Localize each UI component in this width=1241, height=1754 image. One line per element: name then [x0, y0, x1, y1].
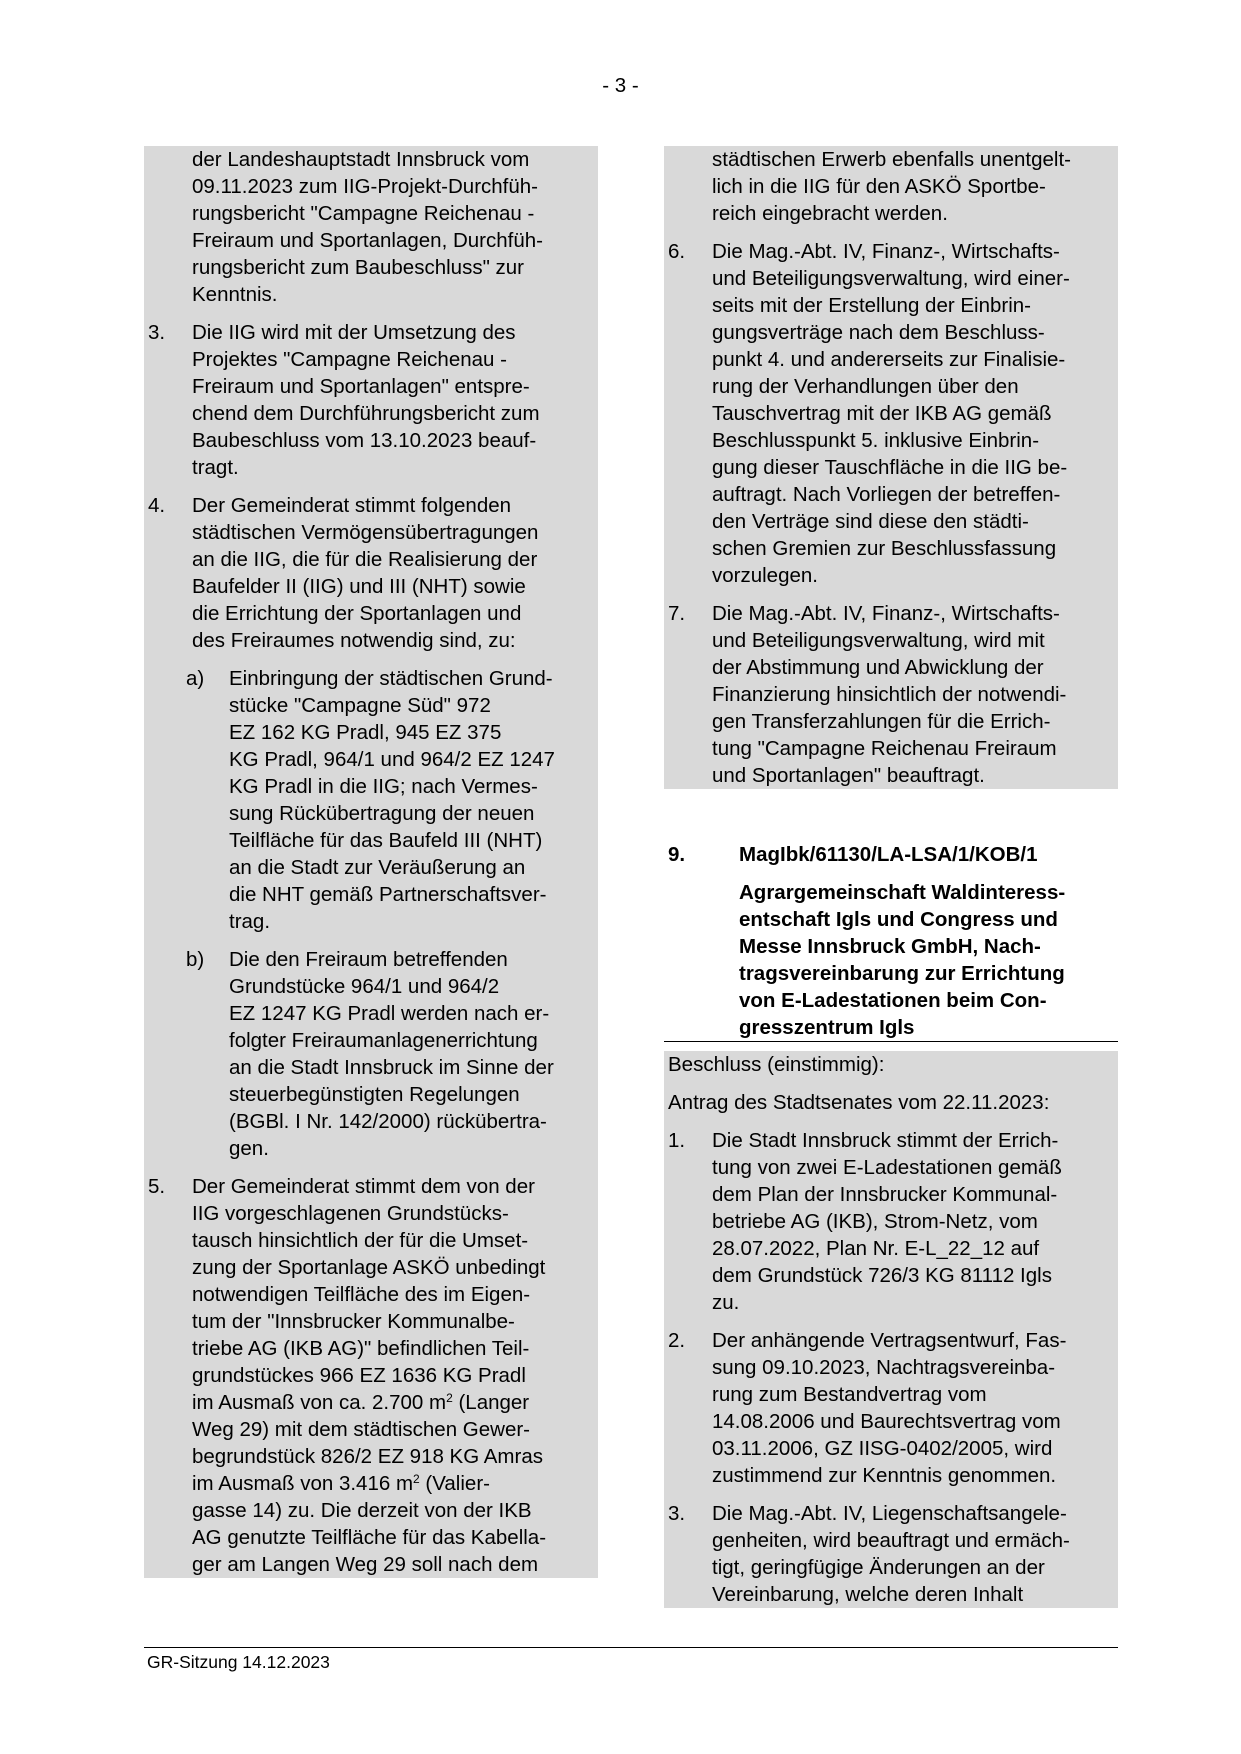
list-item-3 — [144, 319, 598, 481]
text-line: steuerbegünstigten Regelungen — [229, 1083, 520, 1106]
text-line: der Landeshauptstadt Innsbruck vom — [192, 148, 530, 171]
text-line: gungsverträge nach dem Beschluss- — [712, 321, 1045, 344]
text-line: Beschlusspunkt 5. inklusive Einbrin- — [712, 429, 1040, 452]
text-line: dem Plan der Innsbrucker Kommunal- — [712, 1183, 1058, 1206]
text-line: gen. — [229, 1137, 269, 1160]
text-line: Baubeschluss vom 13.10.2023 beauf- — [192, 429, 537, 452]
resolution-item-2 — [664, 1327, 1118, 1489]
text-line: den Verträge sind diese den städti- — [712, 510, 1029, 533]
section-9-title — [664, 879, 1118, 1042]
section-number: 9. — [668, 843, 686, 866]
text-line: an die IIG, die für die Realisierung der — [192, 548, 538, 571]
text-line: 14.08.2006 und Baurechtsvertrag vom — [712, 1410, 1061, 1433]
text-line: EZ 1247 KG Pradl werden nach er- — [229, 1002, 550, 1025]
text-line: lich in die IIG für den ASKÖ Sportbe- — [712, 175, 1046, 198]
text-line: zung der Sportanlage ASKÖ unbedingt — [192, 1256, 546, 1279]
text-line: dem Grundstück 726/3 KG 81112 Igls — [712, 1264, 1052, 1287]
text-line: gung dieser Tauschfläche in die IIG be- — [712, 456, 1068, 479]
text-line: Der anhängende Vertragsentwurf, Fas- — [712, 1329, 1067, 1352]
text-line: KG Pradl, 964/1 und 964/2 EZ 1247 — [229, 748, 555, 771]
text-line: rungsbericht "Campagne Reichenau - — [192, 202, 535, 225]
text-line: Freiraum und Sportanlagen" entspre- — [192, 375, 530, 398]
intro-continuation — [144, 146, 598, 308]
resolution-item-3 — [664, 1500, 1118, 1608]
right-shaded-block — [664, 146, 1118, 789]
area-text: im Ausmaß von 3.416 m — [192, 1472, 414, 1495]
text-line: Die IIG wird mit der Umsetzung des — [192, 321, 516, 344]
text-line: IIG vorgeschlagenen Grundstücks- — [192, 1202, 509, 1225]
text-line: Die Stadt Innsbruck stimmt der Errich- — [712, 1129, 1059, 1152]
text-line: gen Transferzahlungen für die Errich- — [712, 710, 1051, 733]
text-line: 09.11.2023 zum IIG-Projekt-Durchfüh- — [192, 175, 538, 198]
text-line: sung Rückübertragung der neuen — [229, 802, 535, 825]
beschluss-label: Beschluss (einstimmig): — [668, 1053, 885, 1076]
section-9-heading — [664, 841, 1118, 868]
text-line: Die Mag.-Abt. IV, Liegenschaftsangele- — [712, 1502, 1067, 1525]
text-line: Die Mag.-Abt. IV, Finanz-, Wirtschafts- — [712, 602, 1060, 625]
text-line: der Abstimmung und Abwicklung der — [712, 656, 1044, 679]
text-line: reich eingebracht werden. — [712, 202, 948, 225]
area-line-1 — [192, 1389, 598, 1416]
footer-divider — [144, 1647, 1118, 1648]
text-line: Vereinbarung, welche deren Inhalt — [712, 1583, 1024, 1606]
text-line: Baufelder II (IIG) und III (NHT) sowie — [192, 575, 526, 598]
text-line: Einbringung der städtischen Grund- — [229, 667, 553, 690]
title-line: entschaft Igls und Congress und — [739, 908, 1058, 931]
title-line: gresszentrum Igls — [739, 1016, 915, 1039]
text-line: tung "Campagne Reichenau Freiraum — [712, 737, 1057, 760]
text-line: rung der Verhandlungen über den — [712, 375, 1019, 398]
text-line: punkt 4. und andererseits zur Finalisie- — [712, 348, 1066, 371]
left-shaded-block — [144, 146, 598, 1578]
text-line: chend dem Durchführungsbericht zum — [192, 402, 540, 425]
text-line: stücke "Campagne Süd" 972 — [229, 694, 491, 717]
area-line-2 — [192, 1470, 598, 1497]
item-number: 2. — [668, 1329, 686, 1352]
text-line: und Beteiligungsverwaltung, wird mit — [712, 629, 1045, 652]
right-column — [664, 146, 1118, 1608]
item-number: 4. — [148, 494, 166, 517]
left-column — [144, 146, 598, 1578]
text-line: notwendigen Teilfläche des im Eigen- — [192, 1283, 531, 1306]
text-line: AG genutzte Teilfläche für das Kabella- — [192, 1526, 547, 1549]
sub-item-label: b) — [186, 948, 205, 971]
list-item-6 — [664, 238, 1118, 589]
text-line: genheiten, wird beauftragt und ermäch- — [712, 1529, 1070, 1552]
item5-continuation — [664, 146, 1118, 227]
text-line: die NHT gemäß Partnerschaftsver- — [229, 883, 547, 906]
text-line: Grundstücke 964/1 und 964/2 — [229, 975, 500, 998]
sub-item-label: a) — [186, 667, 205, 690]
text-line: tum der "Innsbrucker Kommunalbe- — [192, 1310, 515, 1333]
footer-text: GR-Sitzung 14.12.2023 — [147, 1652, 330, 1672]
text-line: vorzulegen. — [712, 564, 818, 587]
area-text: (Langer — [452, 1391, 530, 1414]
text-line: Der Gemeinderat stimmt folgenden — [192, 494, 512, 517]
text-line: tragt. — [192, 456, 239, 479]
text-line: rung zum Bestandvertrag vom — [712, 1383, 987, 1406]
text-line: auftragt. Nach Vorliegen der betreffen- — [712, 483, 1061, 506]
text-line: zustimmend zur Kenntnis genommen. — [712, 1464, 1057, 1487]
title-line: Messe Innsbruck GmbH, Nach- — [739, 935, 1041, 958]
text-line: 03.11.2006, GZ IISG-0402/2005, wird — [712, 1437, 1053, 1460]
text-line: gasse 14) zu. Die derzeit von der IKB — [192, 1499, 532, 1522]
area-text: im Ausmaß von ca. 2.700 m — [192, 1391, 447, 1414]
text-line: Finanzierung hinsichtlich der notwendi- — [712, 683, 1067, 706]
resolution-item-1 — [664, 1127, 1118, 1316]
superscript: 2 — [413, 1472, 420, 1486]
title-line: von E-Ladestationen beim Con- — [739, 989, 1047, 1012]
sub-item-b — [144, 946, 598, 1162]
item-number: 1. — [668, 1129, 686, 1152]
text-line: rungsbericht zum Baubeschluss" zur — [192, 256, 525, 279]
section-reference: MagIbk/61130/LA-LSA/1/KOB/1 — [739, 843, 1038, 866]
text-line: grundstückes 966 EZ 1636 KG Pradl — [192, 1364, 526, 1387]
text-line: triebe AG (IKB AG)" befindlichen Teil- — [192, 1337, 530, 1360]
text-line: zu. — [712, 1291, 740, 1314]
item-number: 5. — [148, 1175, 166, 1198]
item-number: 7. — [668, 602, 686, 625]
sub-item-a — [144, 665, 598, 935]
text-line: begrundstück 826/2 EZ 918 KG Amras — [192, 1445, 543, 1468]
text-line: Teilfläche für das Baufeld III (NHT) — [229, 829, 543, 852]
text-line: Der Gemeinderat stimmt dem von der — [192, 1175, 535, 1198]
text-line: 28.07.2022, Plan Nr. E-L_22_12 auf — [712, 1237, 1040, 1260]
superscript: 2 — [446, 1391, 453, 1405]
text-line: schen Gremien zur Beschlussfassung — [712, 537, 1057, 560]
area-text: (Valier- — [419, 1472, 490, 1495]
text-line: seits mit der Erstellung der Einbrin- — [712, 294, 1032, 317]
text-line: Freiraum und Sportanlagen, Durchfüh- — [192, 229, 543, 252]
text-line: an die Stadt zur Veräußerung an — [229, 856, 526, 879]
text-line: (BGBl. I Nr. 142/2000) rückübertra- — [229, 1110, 547, 1133]
item-number: 3. — [668, 1502, 686, 1525]
text-line: und Sportanlagen" beauftragt. — [712, 764, 985, 787]
text-line: Weg 29) mit dem städtischen Gewer- — [192, 1418, 530, 1441]
text-line: tigt, geringfügige Änderungen an der — [712, 1556, 1045, 1579]
text-line: und Beteiligungsverwaltung, wird einer- — [712, 267, 1070, 290]
list-item-5 — [144, 1173, 598, 1578]
text-line: Tauschvertrag mit der IKB AG gemäß — [712, 402, 1052, 425]
text-line: Projektes "Campagne Reichenau - — [192, 348, 507, 371]
text-line: des Freiraumes notwendig sind, zu: — [192, 629, 516, 652]
text-line: folgter Freiraumanlagenerrichtung — [229, 1029, 538, 1052]
text-line: an die Stadt Innsbruck im Sinne der — [229, 1056, 554, 1079]
text-line: sung 09.10.2023, Nachtragsvereinba- — [712, 1356, 1056, 1379]
text-line: städtischen Erwerb ebenfalls unentgelt- — [712, 148, 1071, 171]
text-line: Die den Freiraum betreffenden — [229, 948, 508, 971]
text-line: städtischen Vermögensübertragungen — [192, 521, 539, 544]
text-line: tausch hinsichtlich der für die Umset- — [192, 1229, 529, 1252]
list-item-7 — [664, 600, 1118, 789]
text-line: trag. — [229, 910, 271, 933]
text-line: KG Pradl in die IIG; nach Vermes- — [229, 775, 538, 798]
item-number: 6. — [668, 240, 686, 263]
item-number: 3. — [148, 321, 166, 344]
resolution-block — [664, 1051, 1118, 1608]
page-number: - 3 - — [602, 74, 639, 97]
title-line: Agrargemeinschaft Waldinteress- — [739, 881, 1066, 904]
list-item-4 — [144, 492, 598, 654]
text-line: ger am Langen Weg 29 soll nach dem — [192, 1553, 539, 1576]
text-line: Die Mag.-Abt. IV, Finanz-, Wirtschafts- — [712, 240, 1060, 263]
text-line: tung von zwei E-Ladestationen gemäß — [712, 1156, 1062, 1179]
antrag-label: Antrag des Stadtsenates vom 22.11.2023: — [668, 1091, 1050, 1114]
title-line: tragsvereinbarung zur Errichtung — [739, 962, 1065, 985]
text-line: EZ 162 KG Pradl, 945 EZ 375 — [229, 721, 502, 744]
text-line: Kenntnis. — [192, 283, 278, 306]
text-line: betriebe AG (IKB), Strom-Netz, vom — [712, 1210, 1038, 1233]
text-line: die Errichtung der Sportanlagen und — [192, 602, 522, 625]
